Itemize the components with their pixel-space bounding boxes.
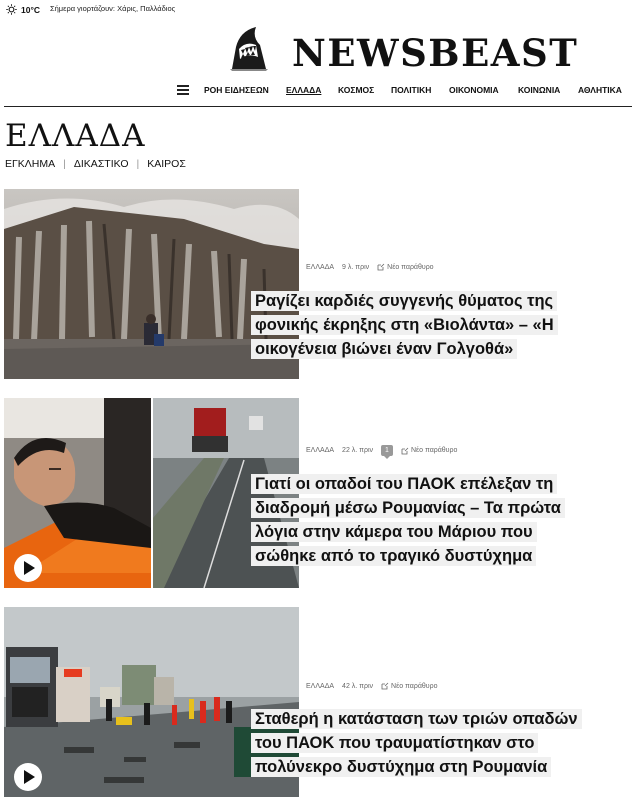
nav-item-kosmos[interactable]: ΚΟΣΜΟΣ	[338, 85, 375, 95]
nav-item-roh-eidhseon[interactable]: ΡΟΗ ΕΙΔΗΣΕΩΝ	[204, 85, 269, 95]
new-window-label: Νέο παράθυρο	[391, 682, 438, 690]
new-window-link[interactable]	[381, 682, 437, 690]
nameday-label: Σήμερα γιορτάζουν:	[50, 4, 116, 13]
play-video-button[interactable]	[14, 763, 42, 791]
article-title: Γιατί οι οπαδοί του ΠΑΟΚ επέλεξαν τη διαδρομή μέσω Ρουμανίας – Τα πρώτα λόγια στην κάμερα του Μάριου που σώθηκε από το τραγικό δυστύχημα	[251, 474, 565, 566]
nav-item-koinonia[interactable]: ΚΟΙΝΩΝΙΑ	[518, 85, 561, 95]
weather-widget[interactable]	[6, 4, 40, 15]
main-nav	[0, 80, 637, 102]
article-title: Σταθερή η κατάσταση των τριών οπαδών του ΠΑΟΚ που τραυματίστηκαν στο πολύνεκρο δυστύχημα στη Ρουμανία	[251, 709, 582, 777]
nav-item-oikonomia[interactable]: ΟΙΚΟΝΟΜΙΑ	[449, 85, 499, 95]
site-logo[interactable]	[226, 25, 588, 73]
subcategory-kairos[interactable]: ΚΑΙΡΟΣ	[147, 158, 186, 170]
shark-logo-icon	[226, 25, 270, 71]
new-window-label: Νέο παράθυρο	[410, 447, 458, 454]
nav-item-politiki[interactable]: ΠΟΛΙΤΙΚΗ	[391, 85, 432, 95]
new-window-icon	[401, 447, 409, 455]
article-headline[interactable]	[251, 472, 596, 568]
new-window-link[interactable]	[401, 447, 457, 455]
subcategory-egklima[interactable]: ΕΓΚΛΗΜΑ	[5, 158, 56, 170]
play-video-button[interactable]	[14, 554, 42, 582]
subcategory-nav	[5, 158, 186, 170]
comment-count-badge[interactable]: 1	[381, 445, 393, 456]
nav-item-ellada[interactable]: ΕΛΛΑΔΑ	[286, 85, 322, 95]
article-headline[interactable]	[251, 289, 596, 361]
sun-icon	[6, 4, 17, 15]
nameday	[50, 4, 175, 13]
new-window-label: Νέο παράθυρο	[387, 263, 434, 271]
subcategory-dikastiko[interactable]: ΔΙΚΑΣΤΙΚΟ	[73, 158, 129, 170]
article-meta	[306, 445, 457, 456]
top-bar	[0, 0, 637, 20]
section-title: ΕΛΛΑΔΑ	[5, 118, 146, 154]
nav-item-athlitika[interactable]: ΑΘΛΗΤΙΚΑ	[578, 85, 622, 95]
article-time: 22 λ. πριν	[342, 447, 374, 454]
new-window-link[interactable]	[377, 263, 433, 271]
article-card[interactable]	[4, 607, 632, 797]
nav-divider	[4, 106, 632, 107]
article-card[interactable]	[4, 398, 632, 588]
separator: |	[136, 158, 140, 170]
brand-name: NEWSBEAST	[292, 31, 579, 75]
article-title: Ραγίζει καρδιές συγγενής θύματος της φονικής έκρηξης στη «Βιολάντα» – «Η οικογένεια βιώνει έναν Γολγοθά»	[251, 291, 558, 359]
article-category[interactable]: ΕΛΛΑΔΑ	[306, 682, 335, 690]
article-time: 9 λ. πριν	[342, 263, 370, 271]
separator: |	[63, 158, 66, 170]
hamburger-icon[interactable]	[177, 85, 189, 95]
article-category[interactable]: ΕΛΛΑΔΑ	[306, 263, 335, 271]
article-meta	[306, 682, 437, 690]
article-card[interactable]	[4, 189, 632, 379]
new-window-icon	[377, 263, 385, 271]
article-time: 42 λ. πριν	[342, 682, 374, 690]
article-category[interactable]: ΕΛΛΑΔΑ	[306, 447, 335, 454]
temperature: 10°C	[21, 4, 40, 15]
article-headline[interactable]	[251, 707, 596, 779]
nameday-names: Χάρις, Παλλάδιος	[117, 4, 176, 13]
new-window-icon	[381, 682, 389, 690]
article-meta	[306, 263, 434, 271]
